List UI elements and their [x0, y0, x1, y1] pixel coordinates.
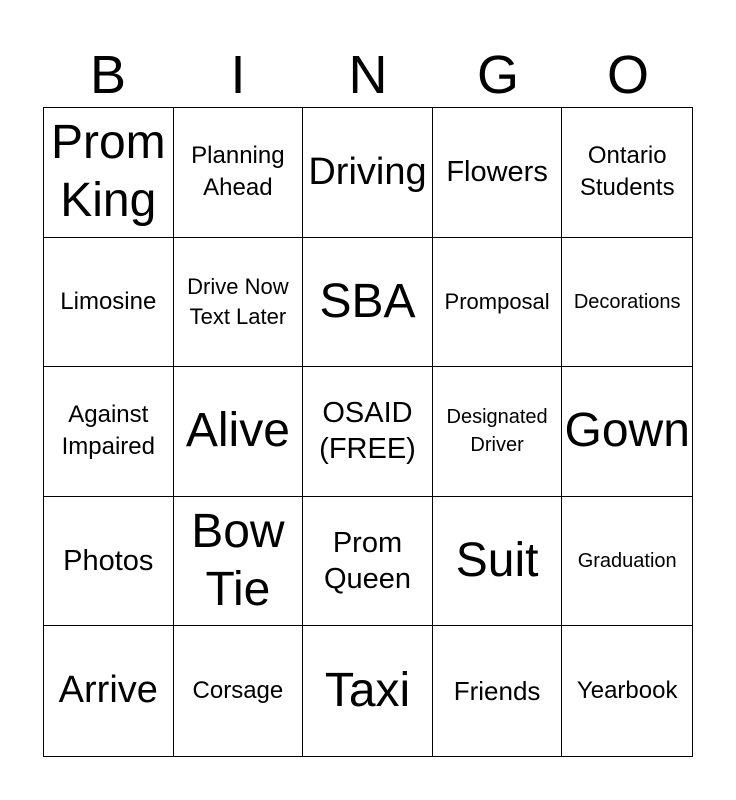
bingo-cell-label: Decorations [573, 290, 681, 313]
bingo-cell[interactable] [303, 108, 433, 238]
bingo-cell[interactable] [562, 108, 692, 238]
bingo-cell[interactable] [174, 367, 304, 497]
bingo-cell[interactable] [433, 626, 563, 756]
bingo-cell-label: Bow Tie [191, 504, 285, 617]
bingo-cell-label: Designated Driver [446, 406, 548, 457]
bingo-cell[interactable] [44, 626, 174, 756]
header-letter-o: O [606, 45, 649, 105]
bingo-cell[interactable] [303, 367, 433, 497]
bingo-cell-label: Drive Now Text Later [187, 273, 289, 329]
bingo-cell[interactable] [174, 497, 304, 627]
bingo-cell[interactable] [174, 626, 304, 756]
header-letter-b: B [89, 45, 127, 105]
bingo-cell-label: Flowers [446, 156, 548, 189]
header-letter-g: G [476, 45, 519, 105]
bingo-cell-label: Prom Queen [323, 526, 412, 596]
bingo-cell-label: Against Impaired [61, 401, 155, 461]
bingo-cell-label: Alive [185, 404, 290, 458]
bingo-cell-label: Taxi [324, 663, 411, 717]
bingo-cell-label: Arrive [58, 669, 158, 712]
bingo-cell-label: Yearbook [576, 677, 678, 704]
bingo-cell[interactable] [303, 497, 433, 627]
header-letter-n: N [348, 45, 388, 105]
bingo-cell[interactable] [44, 238, 174, 368]
bingo-cell[interactable] [303, 238, 433, 368]
bingo-cell-label: Prom King [50, 115, 166, 228]
bingo-cell[interactable] [562, 367, 692, 497]
bingo-cell[interactable] [44, 367, 174, 497]
bingo-cell[interactable] [562, 626, 692, 756]
bingo-cell[interactable] [44, 108, 174, 238]
bingo-cell-label: SBA [319, 274, 416, 328]
bingo-cell-label: Planning Ahead [191, 141, 285, 202]
bingo-cell-label: Ontario Students [579, 141, 675, 202]
header-letter-i: I [230, 45, 246, 105]
bingo-card-grid [43, 107, 693, 757]
bingo-cell-label: Friends [453, 676, 541, 706]
bingo-cell[interactable] [44, 497, 174, 627]
bingo-cell-label: Corsage [192, 677, 284, 704]
bingo-header [43, 40, 693, 108]
bingo-cell[interactable] [174, 108, 304, 238]
bingo-cell[interactable] [174, 238, 304, 368]
bingo-cell[interactable] [433, 108, 563, 238]
bingo-cell-label: Limosine [60, 287, 157, 315]
bingo-cell-label: Promposal [444, 288, 550, 314]
bingo-cell[interactable] [433, 497, 563, 627]
bingo-cell[interactable] [433, 238, 563, 368]
bingo-cell-label: Driving [308, 150, 427, 193]
bingo-cell-label: Gown [564, 404, 690, 458]
bingo-cell[interactable] [303, 626, 433, 756]
bingo-cell[interactable] [562, 497, 692, 627]
bingo-cell-label: Graduation [577, 550, 677, 573]
bingo-cell-label: Suit [455, 533, 539, 587]
bingo-cell[interactable] [562, 238, 692, 368]
bingo-cell-label: Photos [63, 544, 154, 577]
bingo-cell[interactable] [433, 367, 563, 497]
bingo-cell-label: OSAID (FREE) [319, 397, 416, 466]
